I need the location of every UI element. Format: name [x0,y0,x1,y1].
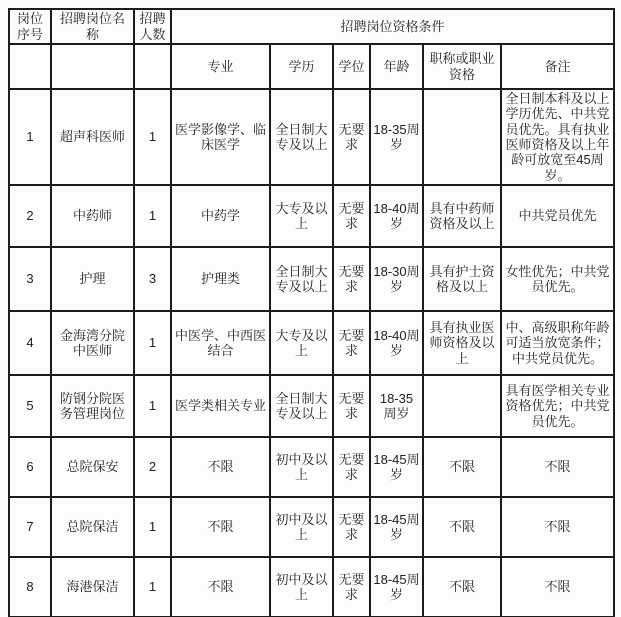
cell-position-no: 8 [9,557,51,617]
cell-degree: 无要求 [333,557,370,617]
header-position-no: 岗位序号 [9,9,51,44]
cell-headcount: 1 [134,89,171,185]
cell-major: 不限 [171,497,270,557]
cell-position-name: 防钢分院医务管理岗位 [51,375,134,437]
cell-degree: 无要求 [333,437,370,497]
cell-major: 护理类 [171,247,270,311]
cell-title-qualification: 具有中药师资格及以上 [423,185,501,247]
cell-remarks: 女性优先；中共党员优先。 [501,247,614,311]
cell-degree: 无要求 [333,311,370,375]
cell-position-no: 4 [9,311,51,375]
cell-position-name: 中药师 [51,185,134,247]
table-row [9,185,614,247]
cell-remarks: 不限 [501,437,614,497]
cell-age: 18-30周岁 [370,247,423,311]
cell-degree: 无要求 [333,247,370,311]
header-row-2 [9,44,614,89]
cell-position-no: 1 [9,89,51,185]
cell-position-no: 2 [9,185,51,247]
header-position-name: 招聘岗位名称 [51,9,134,44]
cell-remarks: 中共党员优先 [501,185,614,247]
table-row [9,437,614,497]
cell-degree: 无要求 [333,89,370,185]
cell-education: 全日制大专及以上 [270,89,333,185]
cell-age: 18-45周岁 [370,437,423,497]
cell-headcount: 1 [134,185,171,247]
cell-age: 18-40周岁 [370,185,423,247]
cell-position-name: 总院保安 [51,437,134,497]
subheader-education: 学历 [270,44,333,89]
table-row [9,247,614,311]
cell-education: 全日制大专及以上 [270,247,333,311]
cell-age: 18-45周岁 [370,557,423,617]
subheader-major: 专业 [171,44,270,89]
table-row [9,89,614,185]
subheader-age: 年龄 [370,44,423,89]
header-empty-2 [51,44,134,89]
cell-title-qualification: 不限 [423,557,501,617]
table-row [9,375,614,437]
cell-title-qualification: 不限 [423,437,501,497]
cell-position-name: 金海湾分院中医师 [51,311,134,375]
cell-position-name: 超声科医师 [51,89,134,185]
cell-position-name: 海港保洁 [51,557,134,617]
cell-age: 18-40周岁 [370,311,423,375]
cell-age: 18-35 周岁 [370,375,423,437]
cell-position-name: 护理 [51,247,134,311]
cell-headcount: 1 [134,311,171,375]
cell-major: 中医学、中西医结合 [171,311,270,375]
cell-title-qualification: 具有护士资格及以上 [423,247,501,311]
cell-position-no: 6 [9,437,51,497]
subheader-remarks: 备注 [501,44,614,89]
cell-age: 18-35周岁 [370,89,423,185]
cell-major: 不限 [171,437,270,497]
cell-education: 初中及以上 [270,497,333,557]
cell-headcount: 1 [134,375,171,437]
cell-position-name: 总院保洁 [51,497,134,557]
header-empty-3 [134,44,171,89]
cell-education: 初中及以上 [270,437,333,497]
cell-remarks: 不限 [501,497,614,557]
cell-education: 初中及以上 [270,557,333,617]
cell-degree: 无要求 [333,375,370,437]
header-qualification: 招聘岗位资格条件 [171,9,614,44]
cell-major: 中药学 [171,185,270,247]
cell-headcount: 3 [134,247,171,311]
table-row [9,497,614,557]
cell-major: 不限 [171,557,270,617]
cell-degree: 无要求 [333,185,370,247]
cell-remarks: 中、高级职称年龄可适当放宽条件；中共党员优先。 [501,311,614,375]
cell-remarks: 不限 [501,557,614,617]
cell-remarks: 全日制本科及以上学历优先、中共党员优先。具有执业医师资格及以上年龄可放宽至45周岁。 [501,89,614,185]
header-empty-1 [9,44,51,89]
cell-age: 18-45周岁 [370,497,423,557]
cell-remarks: 具有医学相关专业资格优先；中共党员优先。 [501,375,614,437]
cell-major: 医学类相关专业 [171,375,270,437]
cell-title-qualification [423,89,501,185]
cell-title-qualification [423,375,501,437]
cell-education: 大专及以上 [270,185,333,247]
cell-headcount: 1 [134,557,171,617]
cell-title-qualification: 具有执业医师资格及以上 [423,311,501,375]
table-row [9,311,614,375]
table-row [9,557,614,617]
header-row-1 [9,9,614,44]
cell-position-no: 7 [9,497,51,557]
header-headcount: 招聘人数 [134,9,171,44]
cell-education: 全日制大专及以上 [270,375,333,437]
cell-title-qualification: 不限 [423,497,501,557]
cell-headcount: 2 [134,437,171,497]
cell-education: 大专及以上 [270,311,333,375]
cell-headcount: 1 [134,497,171,557]
subheader-title-qualification: 职称或职业资格 [423,44,501,89]
cell-degree: 无要求 [333,497,370,557]
cell-major: 医学影像学、临床医学 [171,89,270,185]
recruitment-table [8,8,615,617]
cell-position-no: 3 [9,247,51,311]
cell-position-no: 5 [9,375,51,437]
subheader-degree: 学位 [333,44,370,89]
